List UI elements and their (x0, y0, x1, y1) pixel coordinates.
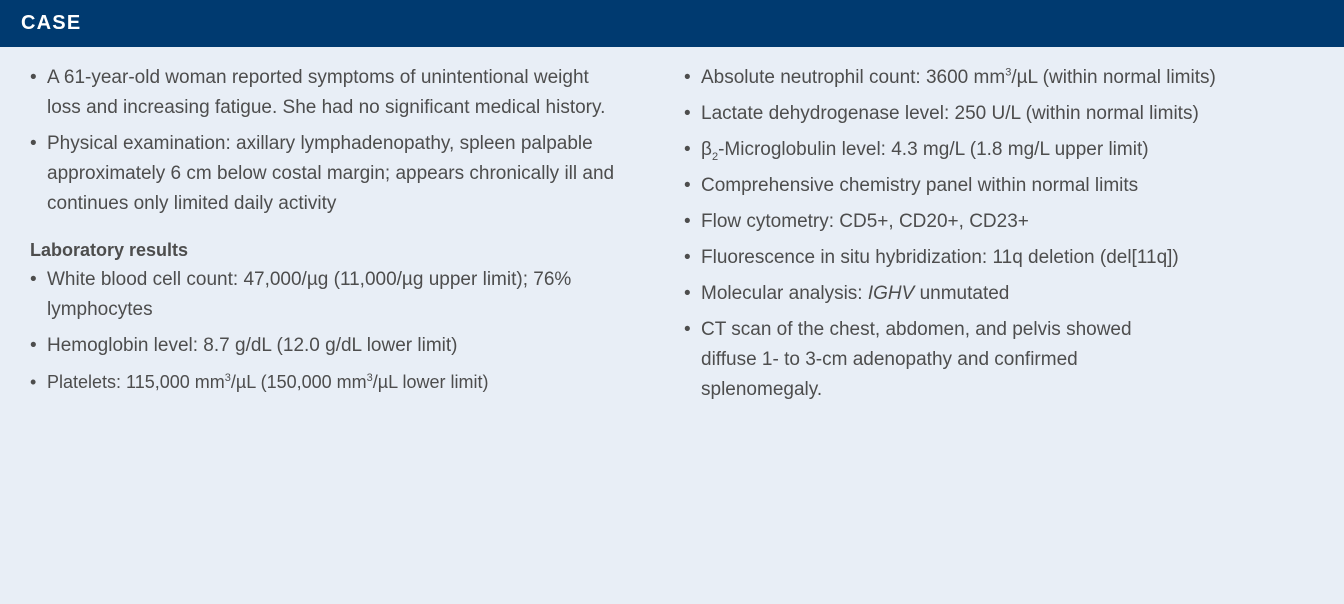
lab-item-wbc (30, 265, 647, 325)
history-list (30, 63, 640, 219)
history-text: A 61-year-old woman reported symptoms of unintentional weight loss and increasing fatigue. She had no significant medical history. (47, 67, 606, 118)
lab-item-ct (684, 315, 1161, 405)
case-header (0, 0, 1344, 47)
anc-text-a: Absolute neutrophil count: 3600 mm (701, 67, 1006, 88)
history-item (30, 129, 627, 219)
lab-list (30, 265, 640, 397)
results-list (684, 63, 1314, 405)
case-content (0, 47, 1344, 411)
wbc-text: White blood cell count: 47,000/µg (11,000/µg upper limit); 76% lymphocytes (47, 269, 572, 320)
bullet-icon: • (30, 372, 37, 392)
lab-item-fish (684, 243, 1261, 273)
flow-text: Flow cytometry: CD5+, CD20+, CD23+ (701, 211, 1029, 232)
bullet-icon: • (30, 335, 37, 356)
bullet-icon: • (684, 175, 691, 196)
bullet-icon: • (684, 283, 691, 304)
platelets-sup-2: 3 (366, 372, 373, 384)
molecular-gene: IGHV (867, 283, 915, 304)
lab-results-heading: Laboratory results (30, 240, 189, 260)
lab-item-anc (684, 63, 1261, 93)
ct-text: CT scan of the chest, abdomen, and pelvis showed diffuse 1- to 3-cm adenopathy and confirmed splenomegaly. (701, 319, 1132, 400)
history-item (30, 63, 607, 123)
lab-item-platelets (30, 367, 640, 397)
bullet-icon: • (684, 247, 691, 268)
bullet-icon: • (684, 139, 691, 160)
lab-item-molecular (684, 279, 1314, 309)
b2m-sub: 2 (711, 150, 719, 163)
platelets-text-a: Platelets: 115,000 mm (47, 372, 225, 392)
right-column (640, 63, 1314, 411)
b2m-text-a: β (701, 139, 712, 160)
bullet-icon: • (30, 133, 37, 154)
lab-item-ldh (684, 99, 1261, 129)
platelets-text-b: /µL (150,000 mm (230, 372, 367, 392)
case-title: CASE (21, 12, 82, 34)
bullet-icon: • (30, 67, 37, 88)
bullet-icon: • (684, 67, 691, 88)
bullet-icon: • (30, 269, 37, 290)
lab-item-chemistry (684, 171, 1314, 201)
hemoglobin-text: Hemoglobin level: 8.7 g/dL (12.0 g/dL lower limit) (47, 335, 458, 356)
chemistry-text: Comprehensive chemistry panel within normal limits (701, 175, 1139, 196)
b2m-text-b: -Microglobulin level: 4.3 mg/L (1.8 mg/L upper limit) (718, 139, 1149, 160)
ldh-text: Lactate dehydrogenase level: 250 U/L (within normal limits) (701, 103, 1199, 124)
platelets-text-c: /µL lower limit) (372, 372, 489, 392)
molecular-text-a: Molecular analysis: (701, 283, 868, 304)
molecular-text-b: unmutated (914, 283, 1010, 304)
lab-item-b2m (684, 135, 1261, 165)
anc-sup: 3 (1005, 66, 1012, 79)
lab-item-hemoglobin (30, 331, 477, 361)
bullet-icon: • (684, 103, 691, 124)
bullet-icon: • (684, 319, 691, 340)
anc-text-b: /µL (within normal limits) (1011, 67, 1216, 88)
platelets-sup-1: 3 (224, 372, 231, 384)
bullet-icon: • (684, 211, 691, 232)
exam-text: Physical examination: axillary lymphadenopathy, spleen palpable approximately 6 cm below costal margin; appears chronically ill and continues only limited daily activity (47, 133, 615, 214)
lab-item-flow (684, 207, 1314, 237)
left-column (0, 63, 640, 411)
fish-text: Fluorescence in situ hybridization: 11q deletion (del[11q]) (701, 247, 1179, 268)
